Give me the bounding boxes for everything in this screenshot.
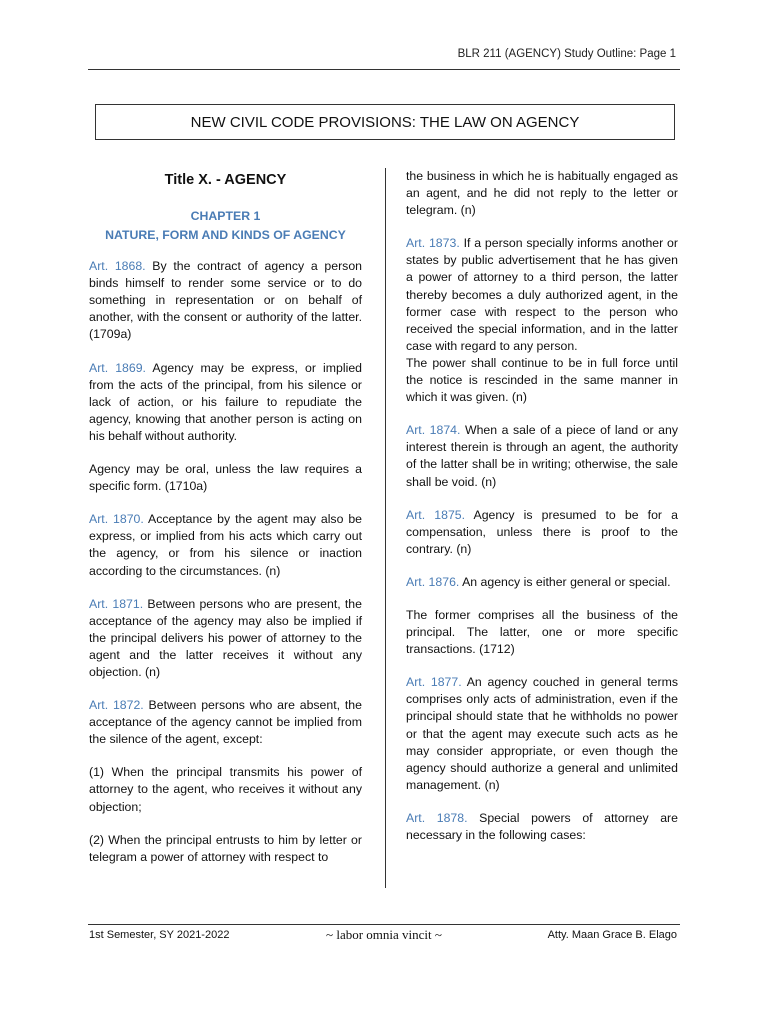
article-1878: [406, 810, 678, 844]
article-1869-paragraph-2: Agency may be oral, unless the law requires a specific form. (1710a): [89, 462, 362, 494]
article-text: Between persons who are present, the acceptance of the agency may also be implied if the principal delivers his power of attorney to the agent and the latter receives it without any objection. (n): [89, 596, 362, 679]
article-text: Acceptance by the agent may also be express, or implied from his acts which carry out the agency, or from his silence or inaction according to the circumstances. (n): [89, 512, 362, 578]
chapter-heading: [89, 207, 362, 245]
article-text: Agency may be express, or implied from the acts of the principal, from his silence or lack of action, or his failure to repudiate the agency, knowing that another person is acting on his behalf without authority.: [89, 360, 363, 443]
article-1872-item-2-continued: the business in which he is habitually engaged as an agent, and he did not reply to the letter or telegram. (n): [406, 169, 678, 218]
article-label: Art. 1878.: [406, 810, 468, 825]
article-text: Between persons who are absent, the acceptance of the agency cannot be implied from the silence of the agent, except:: [89, 698, 362, 747]
page-header: BLR 211 (AGENCY) Study Outline: Page 1: [457, 48, 676, 60]
document-title: NEW CIVIL CODE PROVISIONS: THE LAW ON AGENCY: [190, 113, 580, 131]
article-label: Art. 1868.: [89, 259, 146, 274]
footer-motto: ~ labor omnia vincit ~: [326, 927, 442, 942]
article-1873-paragraph-2: The power shall continue to be in full force until the notice is rescinded in the same manner in which it was given. (n): [406, 355, 678, 405]
column-divider: [385, 168, 386, 888]
article-1875: [406, 507, 678, 558]
article-1872-item-1: (1) When the principal transmits his power of attorney to the agent, who receives it without any objection;: [89, 765, 362, 814]
article-1868: [89, 258, 362, 343]
article-label: Art. 1875.: [406, 507, 466, 522]
article-1874: [406, 422, 678, 490]
article-text: If a person specially informs another or states by public advertisement that he has given a power of attorney to a third person, the latter thereby becomes a duly authorized agent, in the former case with respect to the person who received the special information, and in the latter case with regard to any person.: [406, 236, 678, 353]
right-column: [406, 168, 678, 860]
article-text: When a sale of a piece of land or any interest therein is through an agent, the authority of the latter shall be in writing; otherwise, the sale shall be void. (n): [406, 423, 678, 489]
article-label: Art. 1877.: [406, 675, 462, 690]
document-title-box: [95, 104, 675, 140]
article-1870: [89, 511, 362, 579]
article-1871: [89, 596, 362, 681]
left-column: [89, 168, 362, 866]
article-text: Agency is presumed to be for a compensation, unless there is proof to the contrary. (n): [406, 507, 679, 556]
article-label: Art. 1872.: [89, 698, 144, 713]
article-text: Special powers of attorney are necessary in the following cases:: [406, 810, 678, 842]
article-1869: [89, 360, 362, 445]
footer-rule: [88, 924, 680, 925]
article-label: Art. 1869.: [89, 360, 146, 375]
article-text: An agency is either general or special.: [459, 574, 671, 589]
article-label: Art. 1874.: [406, 423, 461, 438]
article-1872-item-2: (2) When the principal entrusts to him by letter or telegram a power of attorney with respect to: [89, 832, 362, 864]
header-rule: [88, 69, 680, 70]
article-label: Art. 1870.: [89, 512, 144, 527]
article-text: An agency couched in general terms comprises only acts of administration, even if the principal should state that he withholds no power or that the agent may execute such acts as he may consider appropriate, or even though the agency should authorize a general and unlimited management. (n): [406, 675, 678, 792]
article-label: Art. 1873.: [406, 236, 460, 251]
footer-author: Atty. Maan Grace B. Elago: [547, 929, 677, 941]
article-label: Art. 1876.: [406, 574, 460, 589]
chapter-subtitle: NATURE, FORM AND KINDS OF AGENCY: [105, 228, 346, 243]
article-1876-paragraph-2: The former comprises all the business of the principal. The latter, one or more specific transactions. (1712): [406, 607, 678, 657]
article-1872: [89, 697, 362, 748]
article-1877: [406, 674, 678, 794]
footer-semester: 1st Semester, SY 2021-2022: [89, 929, 230, 941]
article-text: By the contract of agency a person binds himself to render some service or to do something in representation or on behalf of another, with the consent or authority of the latter. (1709a): [89, 259, 362, 342]
title-heading: Title X. - AGENCY: [164, 172, 287, 188]
article-1876: [406, 574, 678, 591]
article-label: Art. 1871.: [89, 596, 144, 611]
chapter-number: CHAPTER 1: [190, 209, 261, 224]
article-1873: [406, 235, 678, 355]
